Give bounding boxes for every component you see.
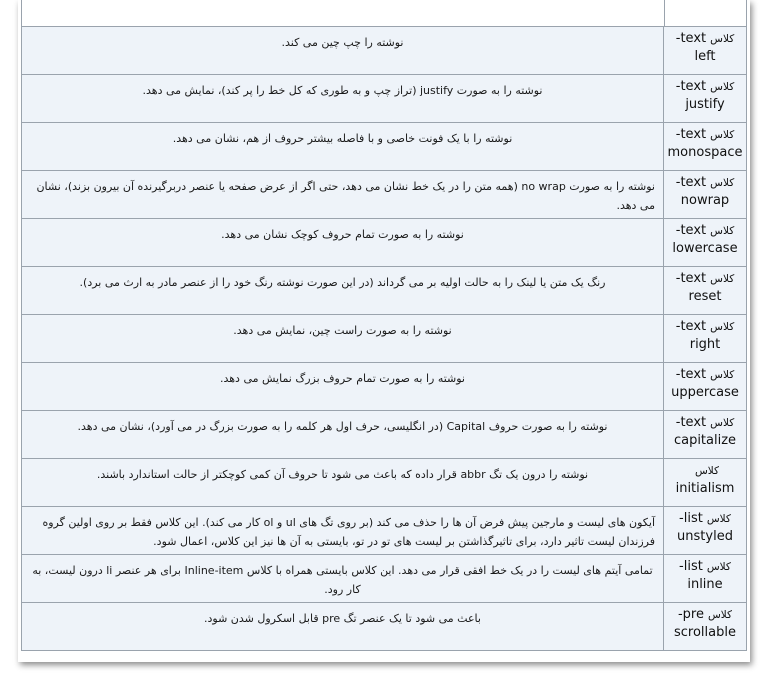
description-cell: تمامی آیتم های لیست را در یک خط افقی قرار می دهد. این کلاس بایستی همراه با کلاس Inline-item برای هر عنصر li درون لیست، به کار رود. <box>22 555 664 603</box>
class-word: کلاس <box>706 561 731 573</box>
class-name-cell <box>664 267 747 315</box>
table-row <box>22 603 747 651</box>
class-prefix: -text <box>675 271 707 286</box>
description-cell: نوشته را به صورت تمام حروف بزرگ نمایش می دهد. <box>22 363 664 411</box>
description-cell: نوشته را به صورت حروف Capital (در انگلیسی، حرف اول هر کلمه را به صورت بزرگ در می آورد)، نشان می دهد. <box>22 411 664 459</box>
table-row <box>22 219 747 267</box>
class-name: initialism <box>675 481 735 496</box>
table-body <box>22 27 747 651</box>
class-name-cell <box>664 555 747 603</box>
class-name: monospace <box>667 145 743 160</box>
class-name-cell <box>664 219 747 267</box>
class-word: کلاس <box>710 321 735 333</box>
class-prefix: -text <box>675 367 707 382</box>
table-row <box>22 27 747 75</box>
class-word: کلاس <box>710 81 735 93</box>
class-name: justify <box>685 97 725 112</box>
description-cell: باعث می شود تا یک عنصر تگ pre قابل اسکرول شدن شود. <box>22 603 664 651</box>
table-row <box>22 363 747 411</box>
description-cell: نوشته را به صورت no wrap (همه متن را در یک خط نشان می دهد، حتی اگر از عرض صفحه یا عنصر دربرگیرنده آن بیرون بزند)، نشان می دهد. <box>22 171 664 219</box>
class-word: کلاس <box>710 225 735 237</box>
description-cell: نوشته را با یک فونت خاصی و با فاصله بیشتر حروف از هم، نشان می دهد. <box>22 123 664 171</box>
previous-row-remnant <box>21 0 747 26</box>
class-name: left <box>694 49 716 64</box>
class-word: کلاس <box>710 369 735 381</box>
class-word: کلاس <box>710 33 735 45</box>
description-cell: نوشته را به صورت راست چین، نمایش می دهد. <box>22 315 664 363</box>
table-row <box>22 171 747 219</box>
class-prefix: -list <box>679 511 703 526</box>
class-word: کلاس <box>707 609 733 621</box>
description-cell: نوشته را چپ چین می کند. <box>22 27 664 75</box>
class-name-cell <box>664 603 747 651</box>
description-cell: رنگ یک متن یا لینک را به حالت اولیه بر می گرداند (در این صورت نوشته رنگ خود را از عنصر مادر به ارث می برد). <box>22 267 664 315</box>
class-name: scrollable <box>674 625 736 640</box>
class-prefix: -text <box>675 31 707 46</box>
table-row <box>22 507 747 555</box>
class-prefix: -text <box>675 319 707 334</box>
class-prefix: -text <box>675 415 707 430</box>
class-name: nowrap <box>680 193 730 208</box>
description-cell: نوشته را به صورت تمام حروف کوچک نشان می دهد. <box>22 219 664 267</box>
description-cell: نوشته را به صورت justify (تراز چپ و به طوری که کل خط را پر کند)، نمایش می دهد. <box>22 75 664 123</box>
css-classes-table <box>21 26 747 651</box>
description-cell: نوشته را درون یک تگ abbr قرار داده که باعث می شود تا حروف آن کمی کوچکتر از حالت استاندارد باشند. <box>22 459 664 507</box>
class-name-cell <box>664 27 747 75</box>
class-prefix: -text <box>675 79 707 94</box>
class-word: کلاس <box>694 465 720 477</box>
class-prefix: -list <box>679 559 703 574</box>
table-row <box>22 555 747 603</box>
class-name-cell <box>664 507 747 555</box>
table-row <box>22 267 747 315</box>
class-prefix: -text <box>675 223 707 238</box>
class-word: کلاس <box>710 129 735 141</box>
class-word: کلاس <box>706 513 731 525</box>
description-cell: آیکون های لیست و مارجین پیش فرض آن ها را حذف می کند (بر روی تگ های ul و ol کار می کند). این کلاس فقط بر روی اولین گروه فرزندان لیست تاثیر دارد، برای تاثیرگذاشتن بر لیست های تو در تو، بایستی به آن ها نیز این کلاس، اعمال شود. <box>22 507 664 555</box>
class-word: کلاس <box>710 177 735 189</box>
table-row <box>22 411 747 459</box>
class-name: right <box>689 337 721 352</box>
class-name-cell <box>664 75 747 123</box>
class-word: کلاس <box>710 417 735 429</box>
class-name: inline <box>687 577 723 592</box>
class-name: unstyled <box>677 529 733 544</box>
class-name: capitalize <box>673 433 737 448</box>
class-prefix: -text <box>675 127 707 142</box>
table-row <box>22 459 747 507</box>
table-row <box>22 75 747 123</box>
class-name-cell <box>664 123 747 171</box>
class-name: uppercase <box>671 385 739 400</box>
class-name-cell <box>664 171 747 219</box>
class-prefix: -pre <box>677 607 704 622</box>
table-row <box>22 123 747 171</box>
class-name-cell <box>664 459 747 507</box>
class-name-cell <box>664 363 747 411</box>
class-prefix: -text <box>675 175 707 190</box>
class-name: reset <box>688 289 722 304</box>
class-name-cell <box>664 315 747 363</box>
class-name-cell <box>664 411 747 459</box>
class-name: lowercase <box>672 241 738 256</box>
table-row <box>22 315 747 363</box>
class-word: کلاس <box>710 273 735 285</box>
